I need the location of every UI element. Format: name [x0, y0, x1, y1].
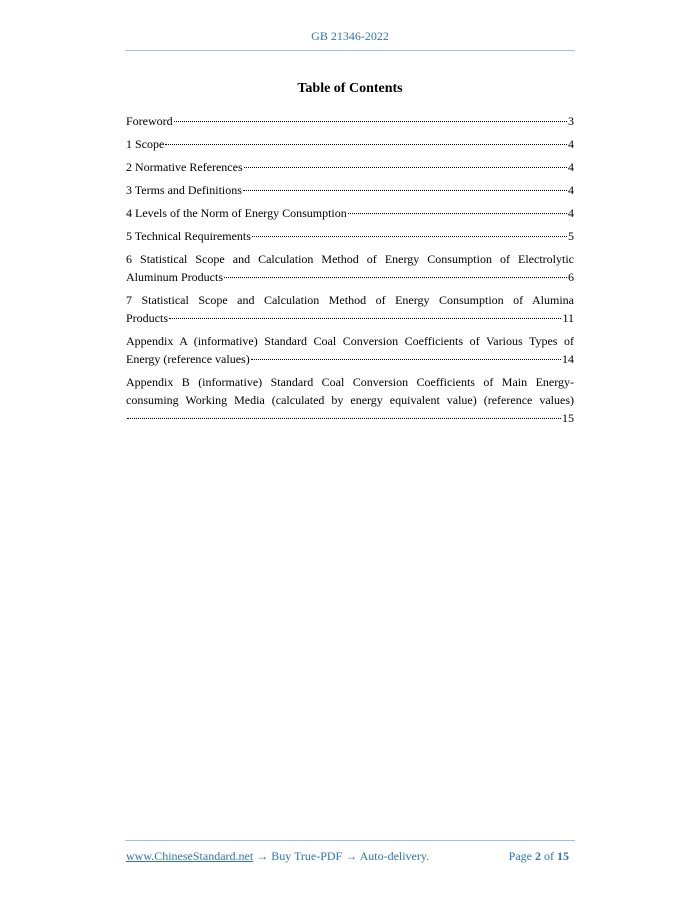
page-label: Page: [508, 849, 532, 863]
toc-entry-appendix-b[interactable]: [126, 373, 574, 427]
toc-entry-label-line1: Appendix A (informative) Standard Coal Conversion Coefficients of Various Types of: [126, 334, 574, 348]
toc-entry-label: 5 Technical Requirements: [126, 229, 251, 243]
dot-leader: [348, 213, 567, 214]
toc-entry-label-line1: Appendix B (informative) Standard Coal Conversion Coefficients of Main Energy-: [126, 375, 574, 389]
toc-entry-label-line2: Products: [126, 311, 168, 325]
toc-entry-label-line2: Aluminum Products: [126, 270, 224, 284]
dot-leader: [165, 144, 567, 145]
table-of-contents: [126, 112, 574, 432]
header-divider: [125, 50, 575, 51]
toc-entry-electrolytic-aluminum[interactable]: [126, 250, 574, 286]
dot-leader: [244, 167, 567, 168]
toc-entry-levels-norm[interactable]: [126, 204, 574, 222]
dot-leader: [251, 359, 561, 360]
page-number: [509, 849, 569, 863]
dot-leader: [169, 318, 561, 319]
toc-entry-alumina[interactable]: [126, 291, 574, 327]
toc-entry-page: 15: [562, 411, 574, 425]
toc-entry-label-line1: 6 Statistical Scope and Calculation Method of Energy Consumption of Electrolytic: [126, 252, 574, 266]
website-link[interactable]: www.ChineseStandard.net: [126, 849, 254, 863]
toc-entry-label-line2: Energy (reference values): [126, 352, 250, 366]
toc-entry-normative-references[interactable]: [126, 158, 574, 176]
toc-entry-page: 4: [568, 160, 574, 174]
toc-title: Table of Contents: [297, 81, 403, 96]
page-of-label: of: [544, 849, 554, 863]
footer-tagline: → Buy True-PDF → Auto-delivery.: [253, 849, 430, 863]
toc-entry-appendix-a[interactable]: [126, 332, 574, 368]
toc-entry-page: 4: [568, 183, 574, 197]
toc-entry-page: 11: [562, 311, 574, 325]
toc-entry-terms-definitions[interactable]: [126, 181, 574, 199]
toc-entry-page: 5: [568, 229, 574, 243]
footer-promo: [126, 849, 429, 863]
toc-entry-page: 6: [568, 270, 574, 284]
footer-divider: [125, 840, 575, 841]
toc-entry-label: 3 Terms and Definitions: [126, 183, 242, 197]
page-total: 15: [557, 849, 569, 863]
toc-entry-scope[interactable]: [126, 135, 574, 153]
toc-entry-label: 4 Levels of the Norm of Energy Consumption: [126, 206, 347, 220]
toc-entry-label-line1: 7 Statistical Scope and Calculation Method of Energy Consumption of Alumina: [126, 293, 574, 307]
dot-leader: [174, 121, 567, 122]
page-current: 2: [535, 849, 541, 863]
toc-entry-foreword[interactable]: [126, 112, 574, 130]
toc-entry-technical-requirements[interactable]: [126, 227, 574, 245]
toc-entry-label: 1 Scope: [126, 137, 165, 151]
toc-entry-page: 4: [568, 137, 574, 151]
running-header: GB 21346-2022: [311, 29, 389, 43]
toc-entry-page: 4: [568, 206, 574, 220]
dot-leader: [243, 190, 567, 191]
dot-leader: [224, 277, 567, 278]
toc-entry-page: 3: [568, 114, 574, 128]
toc-entry-label: 2 Normative References: [126, 160, 243, 174]
toc-entry-label: Foreword: [126, 114, 173, 128]
dot-leader: [252, 236, 567, 237]
dot-leader: [127, 418, 561, 419]
toc-entry-page: 14: [562, 352, 574, 366]
toc-entry-label-line2: consuming Working Media (calculated by energy equivalent value) (reference values): [126, 393, 574, 407]
